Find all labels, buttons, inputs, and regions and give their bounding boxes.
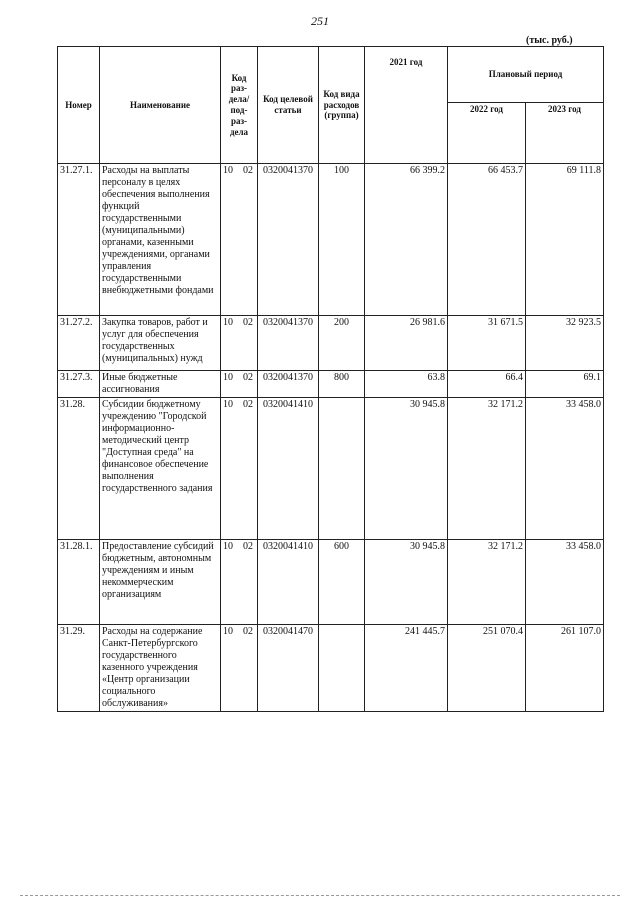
row-2022: 66.4 [448, 371, 526, 398]
row-expense-code: 800 [319, 371, 365, 398]
table-row [58, 316, 604, 371]
row-target-code: 0320041470 [258, 625, 319, 712]
row-2021: 63.8 [365, 371, 448, 398]
footer-rule [20, 895, 620, 896]
row-target-code: 0320041370 [258, 371, 319, 398]
row-rz: 10 [223, 372, 233, 383]
row-expense-code [319, 398, 365, 540]
row-rz: 10 [223, 399, 233, 410]
row-prz: 02 [243, 626, 253, 637]
row-expense-code: 600 [319, 540, 365, 625]
row-section-code [221, 625, 258, 712]
row-prz: 02 [243, 399, 253, 410]
row-2021: 26 981.6 [365, 316, 448, 371]
row-2022: 32 171.2 [448, 540, 526, 625]
row-target-code: 0320041410 [258, 540, 319, 625]
row-number: 31.27.2. [58, 316, 100, 371]
row-prz: 02 [243, 541, 253, 552]
row-section-code [221, 540, 258, 625]
table-row [58, 164, 604, 316]
row-expense-code [319, 625, 365, 712]
row-2021: 30 945.8 [365, 540, 448, 625]
row-expense-code: 200 [319, 316, 365, 371]
row-2022: 66 453.7 [448, 164, 526, 316]
col-header-2023: 2023 год [526, 102, 604, 163]
row-target-code: 0320041370 [258, 316, 319, 371]
table-row [58, 371, 604, 398]
row-2022: 32 171.2 [448, 398, 526, 540]
row-2022: 31 671.5 [448, 316, 526, 371]
col-header-plan-period: Плановый период [448, 47, 604, 103]
row-target-code: 0320041410 [258, 398, 319, 540]
table-row [58, 540, 604, 625]
row-2023: 32 923.5 [526, 316, 604, 371]
row-section-code [221, 316, 258, 371]
row-name: Расходы на выплаты персоналу в целях обеспечения выполнения функций государственными (муниципальными) органами, казенными учреждениями, органами управления государственными внебюджетными фондами [100, 164, 221, 316]
row-name: Расходы на содержание Санкт-Петербургского государственного казенного учреждения «Центр организации социального обслуживания» [100, 625, 221, 712]
col-header-section: Код раз- дела/ под- раз- дела [221, 47, 258, 164]
row-2023: 69 111.8 [526, 164, 604, 316]
row-name: Субсидии бюджетному учреждению "Городской информационно-методический центр "Доступная среда" на финансовое обеспечение выполнения государственного задания [100, 398, 221, 540]
row-number: 31.29. [58, 625, 100, 712]
col-header-number: Номер [58, 47, 100, 164]
row-name: Иные бюджетные ассигнования [100, 371, 221, 398]
row-section-code [221, 164, 258, 316]
row-section-code [221, 371, 258, 398]
row-2023: 33 458.0 [526, 398, 604, 540]
row-rz: 10 [223, 626, 233, 637]
row-number: 31.28. [58, 398, 100, 540]
table-row [58, 398, 604, 540]
table-row [58, 625, 604, 712]
col-header-expense: Код вида расходов (группа) [319, 47, 365, 164]
col-header-name: Наименование [100, 47, 221, 164]
row-rz: 10 [223, 317, 233, 328]
row-expense-code: 100 [319, 164, 365, 316]
row-rz: 10 [223, 541, 233, 552]
row-target-code: 0320041370 [258, 164, 319, 316]
row-section-code [221, 398, 258, 540]
row-2023: 69.1 [526, 371, 604, 398]
row-2023: 261 107.0 [526, 625, 604, 712]
row-2021: 241 445.7 [365, 625, 448, 712]
col-header-2022: 2022 год [448, 102, 526, 163]
row-number: 31.27.1. [58, 164, 100, 316]
row-name: Предоставление субсидий бюджетным, автономным учреждениям и иным некоммерческим организациям [100, 540, 221, 625]
page-number: 251 [311, 14, 329, 28]
row-prz: 02 [243, 165, 253, 176]
row-number: 31.27.3. [58, 371, 100, 398]
row-rz: 10 [223, 165, 233, 176]
row-2022: 251 070.4 [448, 625, 526, 712]
row-name: Закупка товаров, работ и услуг для обеспечения государственных (муниципальных) нужд [100, 316, 221, 371]
row-number: 31.28.1. [58, 540, 100, 625]
row-2023: 33 458.0 [526, 540, 604, 625]
units-note: (тыс. руб.) [526, 35, 573, 46]
row-2021: 30 945.8 [365, 398, 448, 540]
row-prz: 02 [243, 317, 253, 328]
col-header-target: Код целевой статьи [258, 47, 319, 164]
row-prz: 02 [243, 372, 253, 383]
budget-table [57, 46, 604, 712]
col-header-2021: 2021 год [365, 47, 448, 164]
row-2021: 66 399.2 [365, 164, 448, 316]
